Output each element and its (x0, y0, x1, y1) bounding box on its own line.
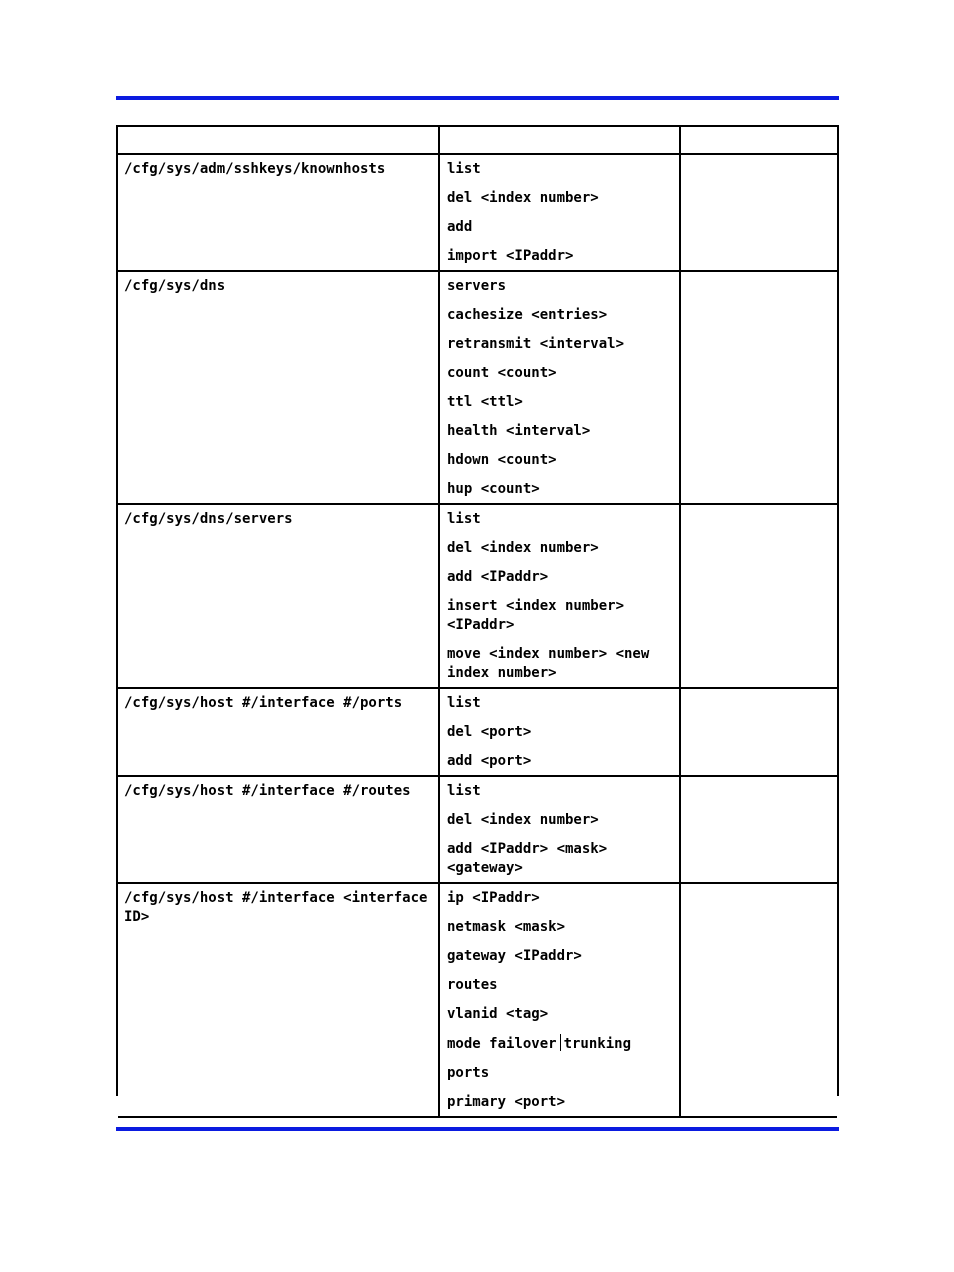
command-item: del <port> (447, 724, 532, 740)
command-item: list (447, 783, 481, 799)
commands-cell (439, 504, 680, 688)
command-item: ttl <ttl> (447, 394, 523, 410)
command-item: retransmit <interval> (447, 336, 625, 352)
commands-cell (439, 271, 680, 504)
command-item: del <index number> (447, 190, 599, 206)
commands-cell (439, 883, 680, 1117)
command-item: add <port> (447, 753, 532, 769)
command-item: add (447, 219, 473, 235)
commands-cell (439, 776, 680, 883)
command-item: vlanid <tag> (447, 1006, 549, 1022)
command-item: list (447, 695, 481, 711)
menu-path-cell: /cfg/sys/dns/servers (118, 504, 439, 688)
table-header-row (118, 127, 837, 154)
table-row (118, 154, 837, 271)
command-item: servers (447, 278, 507, 294)
header-cell-1 (118, 127, 439, 154)
command-item: hdown <count> (447, 452, 557, 468)
command-item: insert <index number> <IPaddr> (447, 598, 625, 633)
menu-path-cell: /cfg/sys/dns (118, 271, 439, 504)
notes-cell (680, 776, 837, 883)
table-row (118, 776, 837, 883)
command-item: gateway <IPaddr> (447, 948, 582, 964)
command-item: del <index number> (447, 540, 599, 556)
command-item: ports (447, 1065, 490, 1081)
command-item: add <IPaddr> <mask> <gateway> (447, 841, 608, 876)
table-row (118, 504, 837, 688)
command-reference-table-wrap (116, 125, 839, 1110)
commands-cell (439, 688, 680, 776)
notes-cell (680, 271, 837, 504)
command-item: primary <port> (447, 1094, 566, 1110)
command-item: mode failover trunking (447, 1036, 632, 1052)
notes-cell (680, 154, 837, 271)
commands-cell (439, 154, 680, 271)
command-reference-table (118, 127, 837, 1118)
command-item: add <IPaddr> (447, 569, 549, 585)
header-rule (116, 96, 839, 100)
menu-path-cell: /cfg/sys/host #/interface <interface ID> (118, 883, 439, 1117)
command-item: move <index number> <new index number> (447, 646, 650, 681)
notes-cell (680, 883, 837, 1117)
command-item: import <IPaddr> (447, 248, 574, 264)
notes-cell (680, 504, 837, 688)
table-row (118, 271, 837, 504)
command-item: netmask <mask> (447, 919, 566, 935)
command-item: list (447, 161, 481, 177)
command-item: list (447, 511, 481, 527)
command-item: health <interval> (447, 423, 591, 439)
menu-path-cell: /cfg/sys/adm/sshkeys/knownhosts (118, 154, 439, 271)
command-item: count <count> (447, 365, 557, 381)
command-item: ip <IPaddr> (447, 890, 540, 906)
footer-rule (116, 1127, 839, 1131)
command-item: routes (447, 977, 498, 993)
table-row (118, 688, 837, 776)
notes-cell (680, 688, 837, 776)
command-item: del <index number> (447, 812, 599, 828)
command-item: cachesize <entries> (447, 307, 608, 323)
menu-path-cell: /cfg/sys/host #/interface #/ports (118, 688, 439, 776)
command-item: hup <count> (447, 481, 540, 497)
header-cell-2 (439, 127, 680, 154)
menu-path-cell: /cfg/sys/host #/interface #/routes (118, 776, 439, 883)
table-row (118, 883, 837, 1117)
header-cell-3 (680, 127, 837, 154)
pipe-separator (560, 1034, 561, 1051)
